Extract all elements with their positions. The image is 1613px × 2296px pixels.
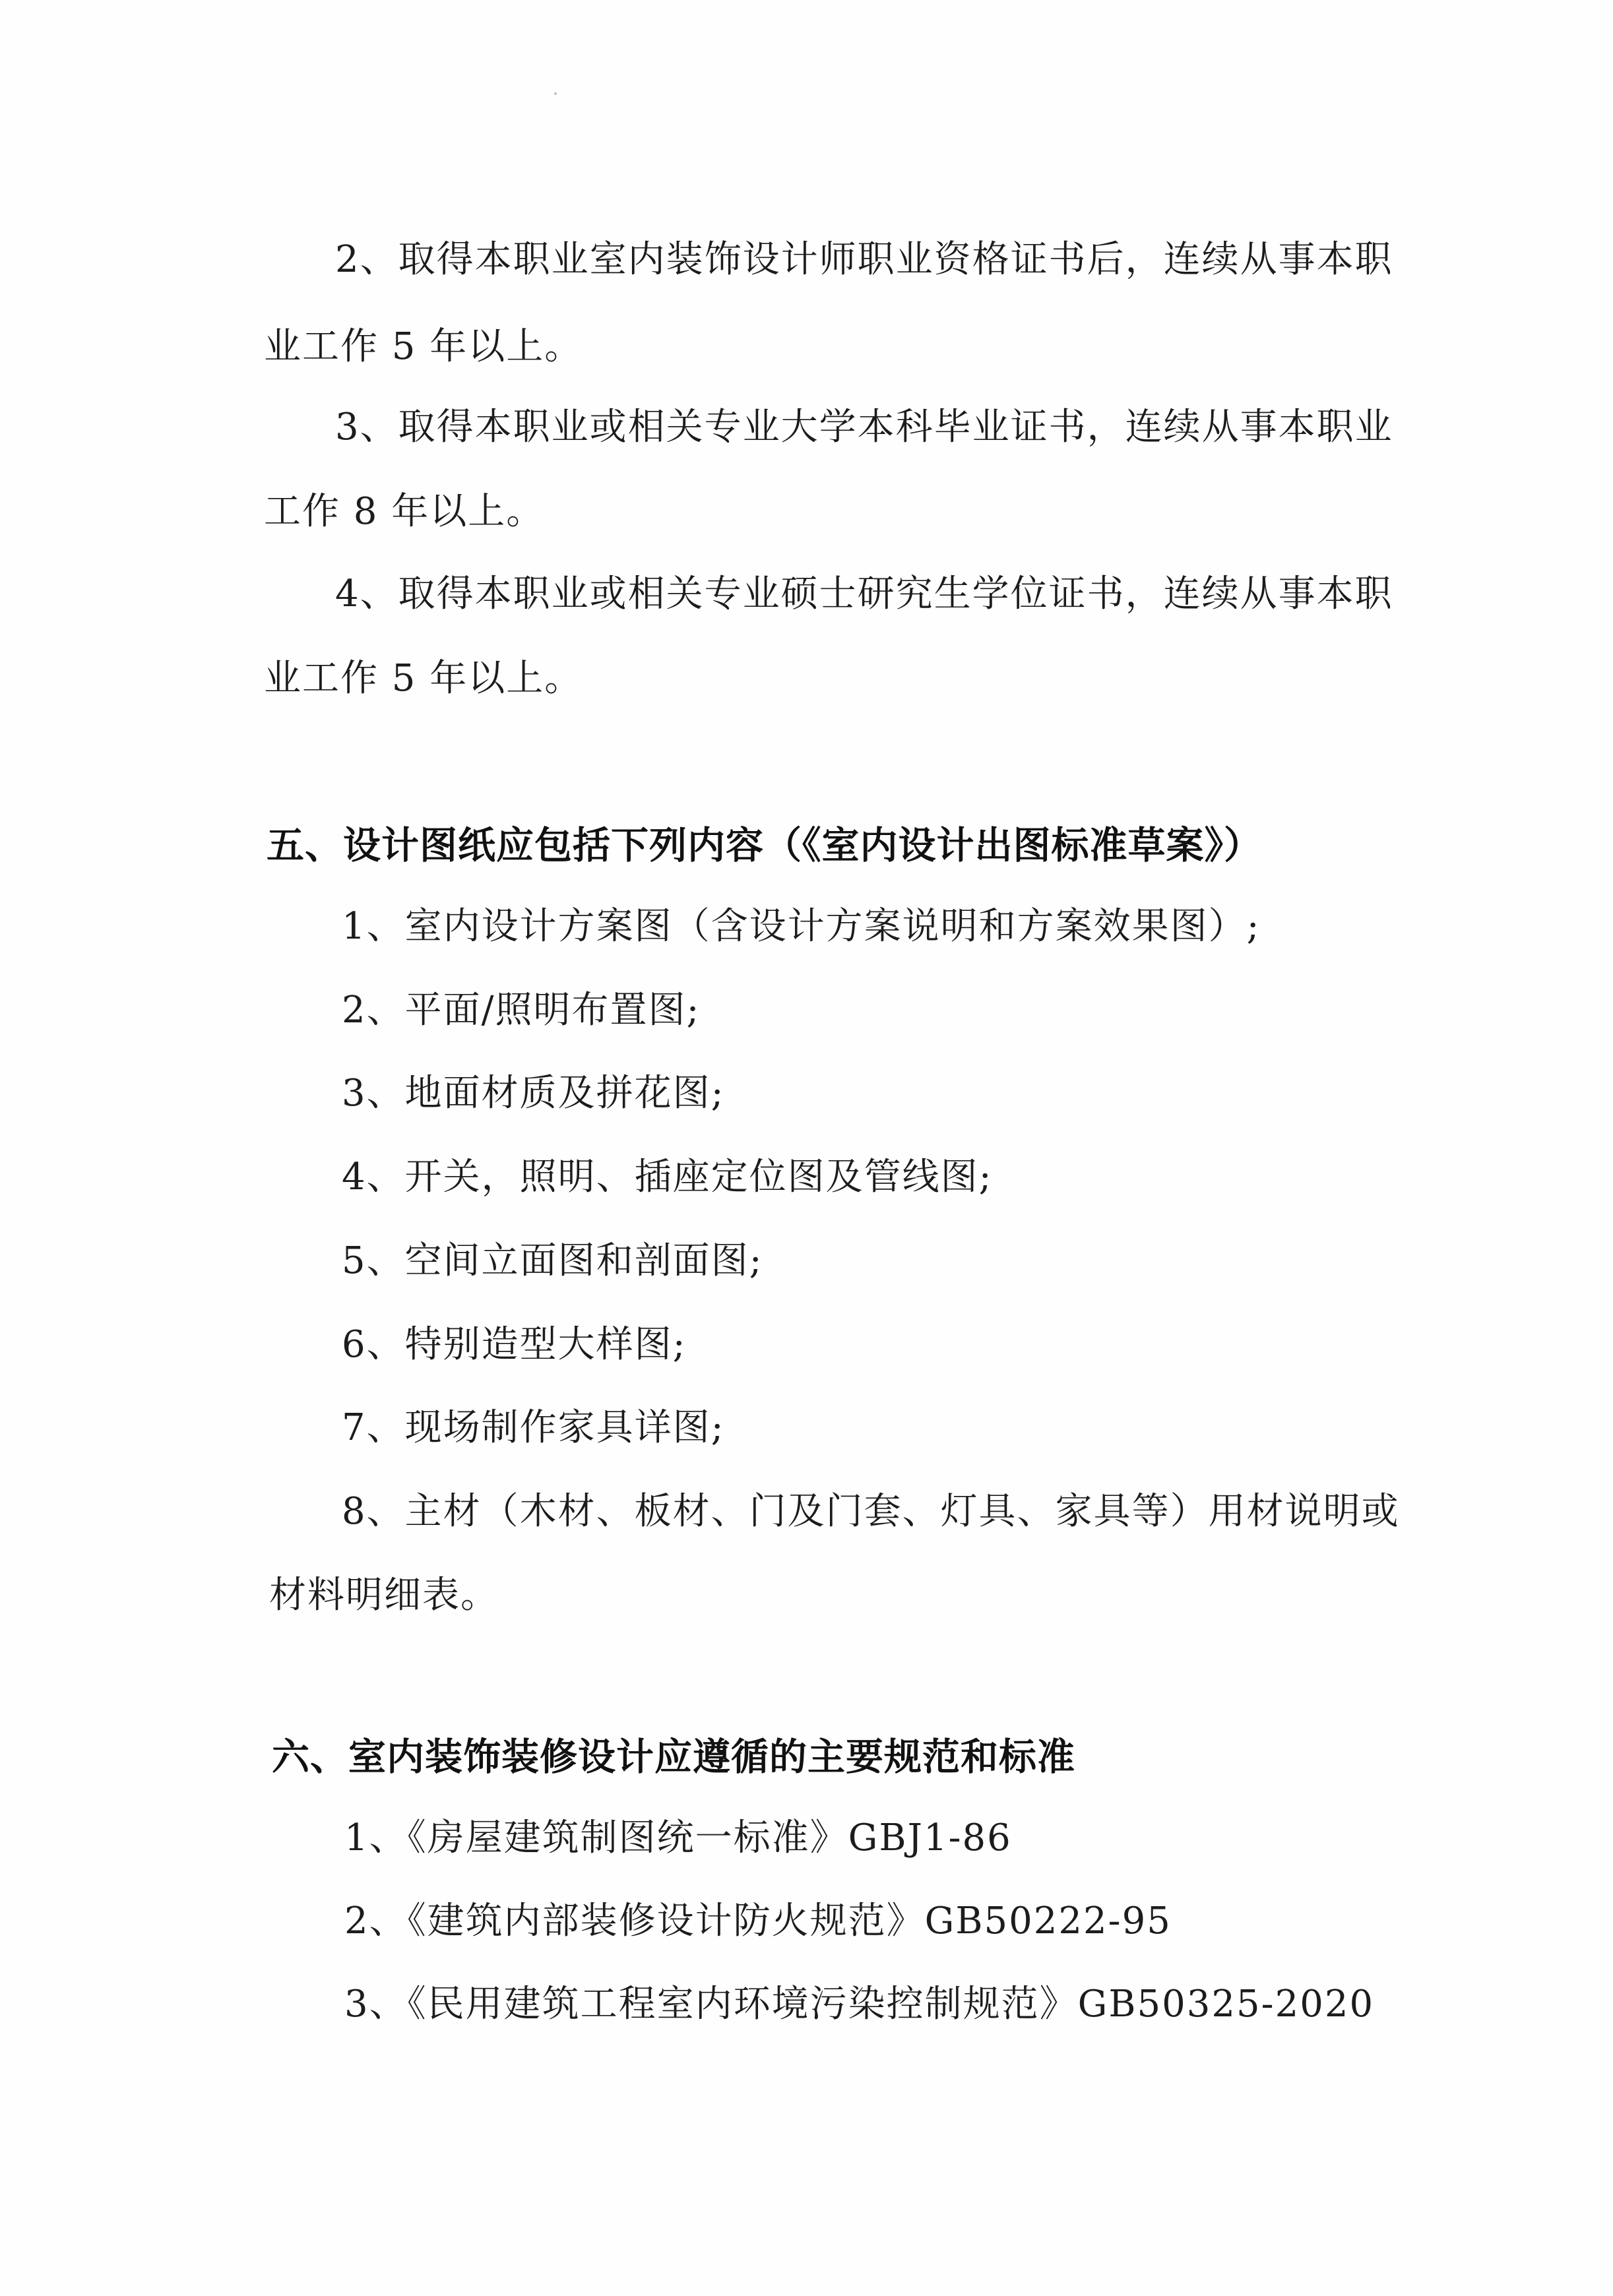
section-6-item: 3、《民用建筑工程室内环境污染控制规范》GB50325-2020 [344, 1983, 1375, 2026]
item-3-line-2: 工作 8 年以上。 [264, 490, 545, 533]
section-5-heading: 五、设计图纸应包括下列内容（《室内设计出图标准草案》） [267, 823, 1262, 867]
item-4-line-2: 业工作 5 年以上。 [264, 657, 583, 700]
item-4-line-1: 4、取得本职业或相关专业硕士研究生学位证书，连续从事本职 [335, 573, 1393, 615]
section-5-item: 5、空间立面图和剖面图; [342, 1239, 763, 1282]
item-2-line-2: 业工作 5 年以上。 [264, 325, 583, 368]
section-5-item: 3、地面材质及拼花图; [342, 1072, 725, 1115]
section-5-item-8-line-1: 8、主材（木材、板材、门及门套、灯具、家具等）用材说明或 [342, 1490, 1400, 1533]
item-2-line-1: 2、取得本职业室内装饰设计师职业资格证书后，连续从事本职 [335, 238, 1393, 281]
section-5-item: 6、特别造型大样图; [342, 1323, 687, 1366]
section-5-item: 4、开关，照明、插座定位图及管线图; [342, 1156, 993, 1198]
scan-speck [554, 92, 557, 95]
section-5-item-8-line-2: 材料明细表。 [269, 1574, 499, 1617]
item-3-line-1: 3、取得本职业或相关专业大学本科毕业证书，连续从事本职业 [335, 406, 1393, 449]
section-5-item: 7、现场制作家具详图; [342, 1406, 725, 1449]
section-5-item: 2、平面/照明布置图; [342, 989, 701, 1032]
section-6-item: 1、《房屋建筑制图统一标准》GBJ1-86 [344, 1816, 1012, 1859]
section-5-item: 1、室内设计方案图（含设计方案说明和方案效果图）; [342, 905, 1261, 948]
section-6-item: 2、《建筑内部装修设计防火规范》GB50222-95 [344, 1900, 1172, 1942]
section-6-heading: 六、室内装饰装修设计应遵循的主要规范和标准 [272, 1735, 1075, 1779]
